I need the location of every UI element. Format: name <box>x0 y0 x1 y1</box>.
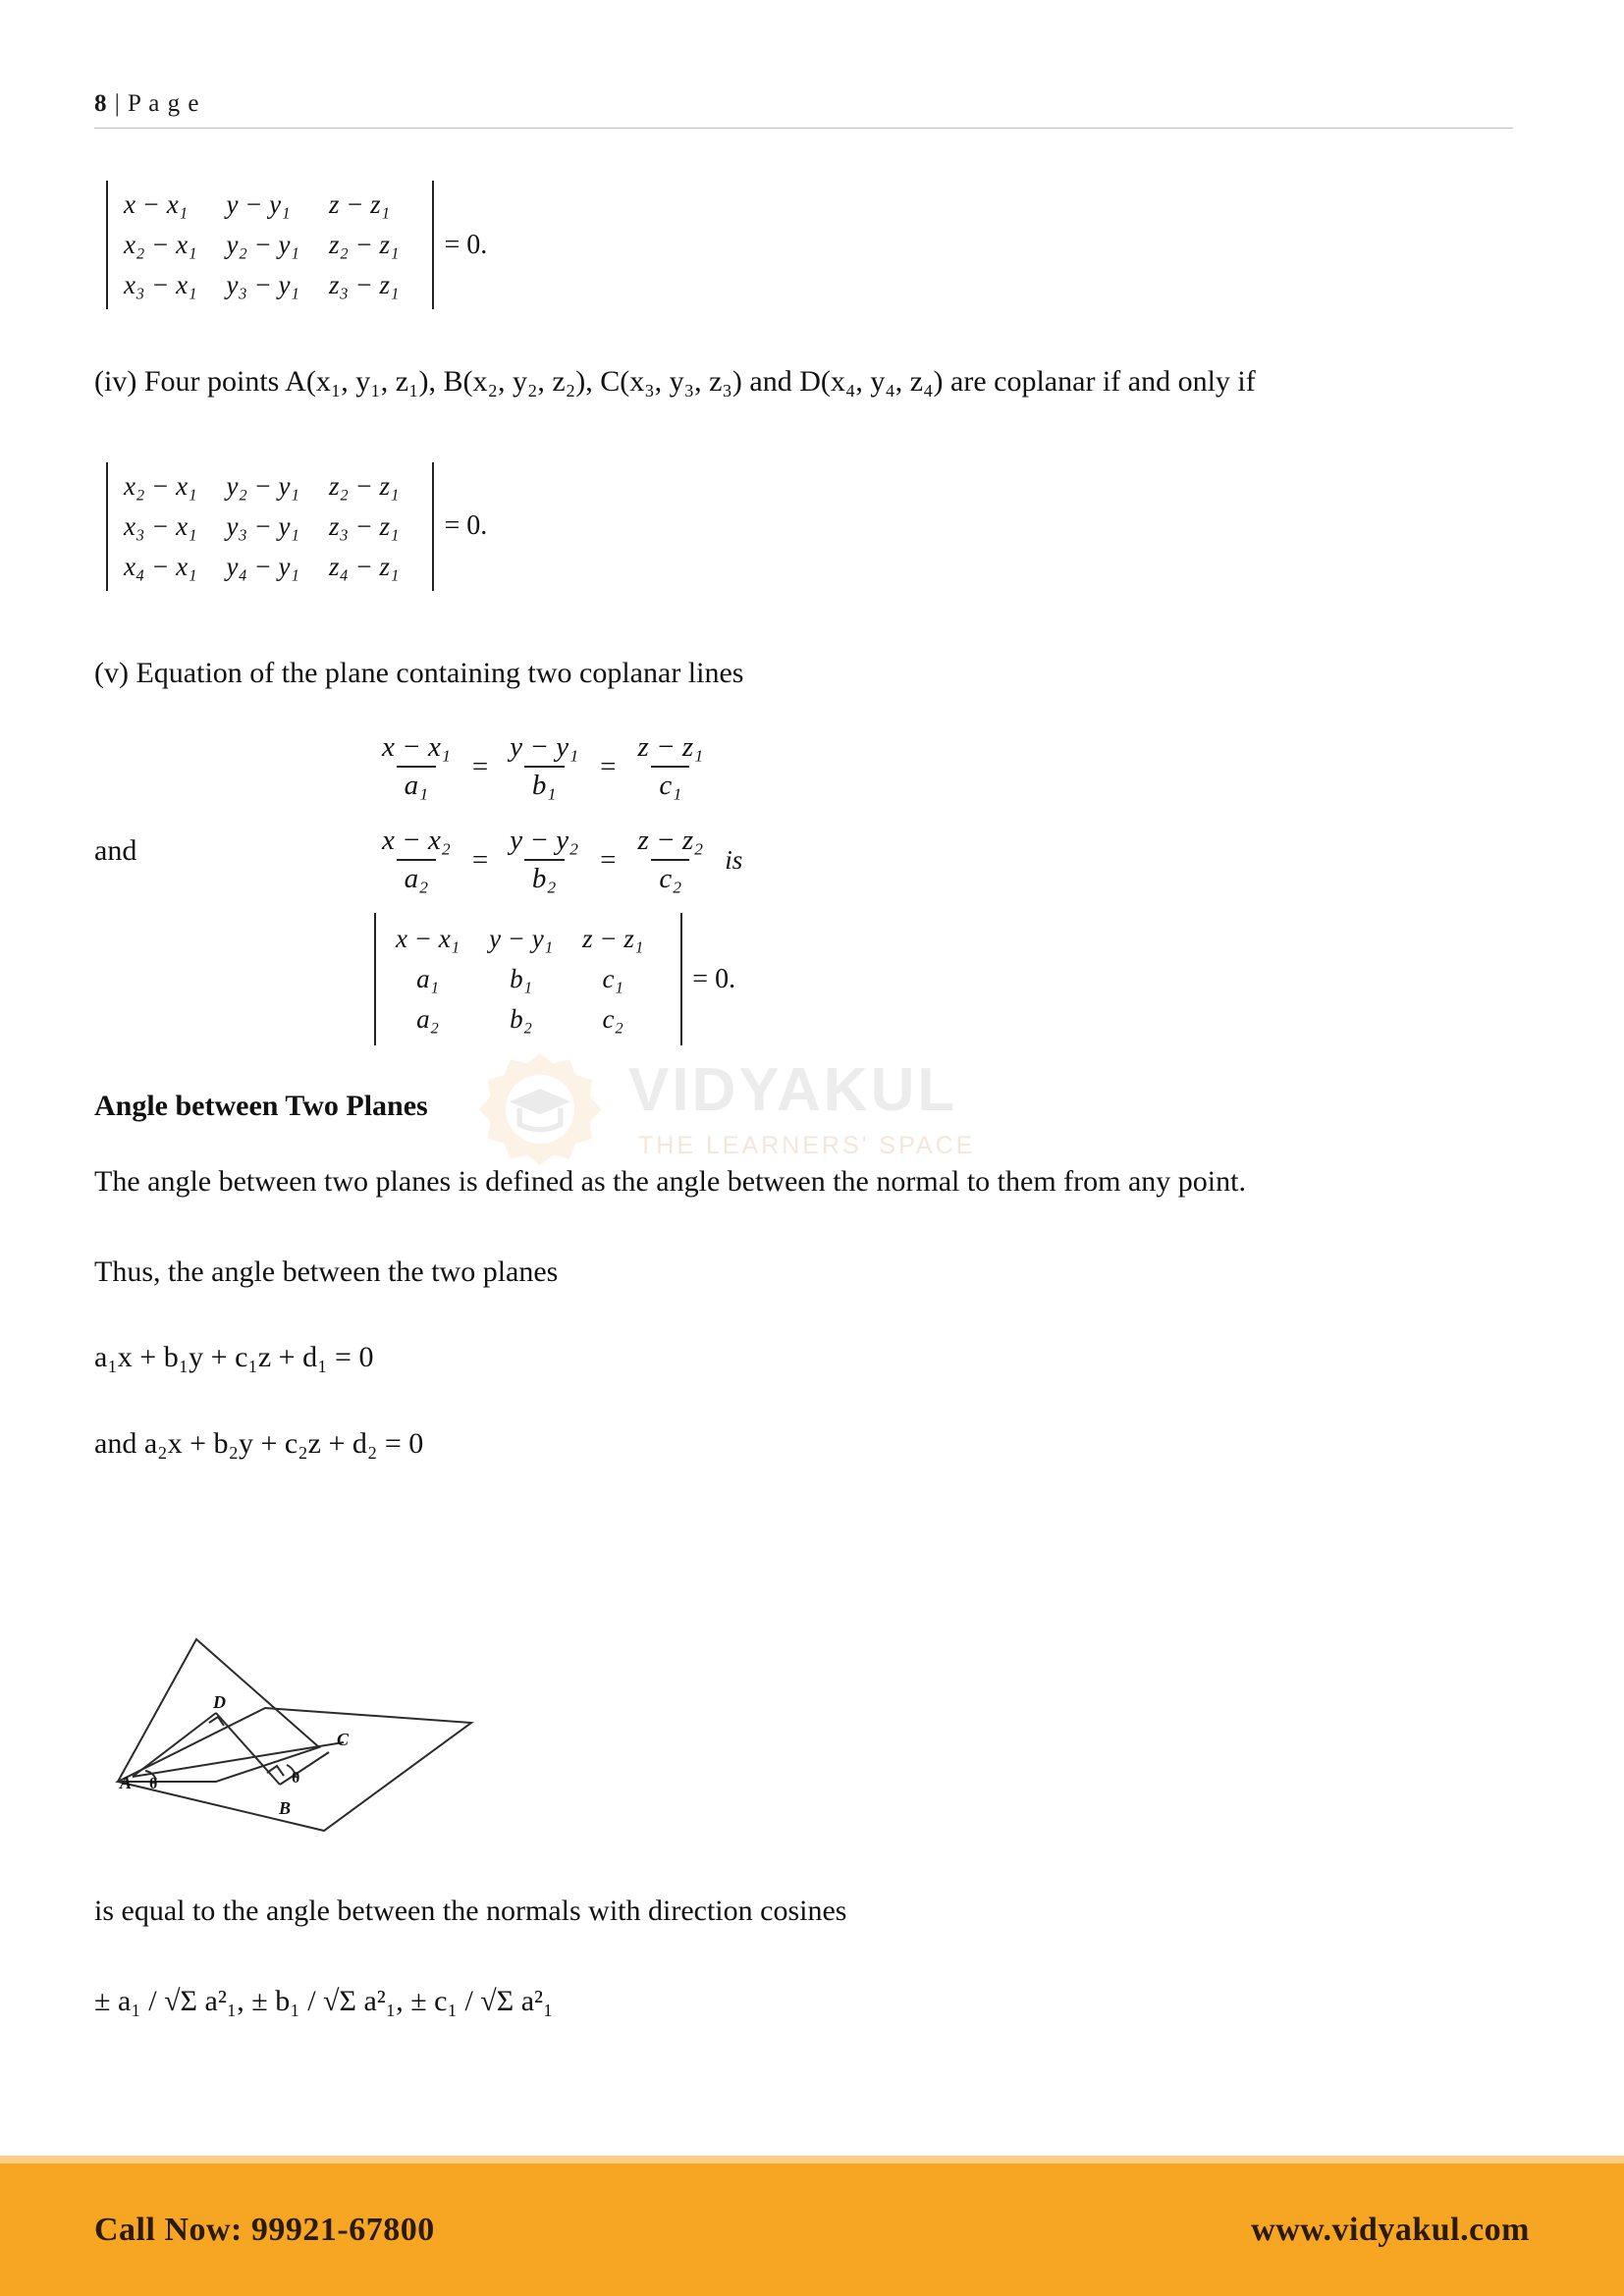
det-cell: b₁ <box>510 964 533 993</box>
frac-numerator: x − x₁ <box>382 731 451 763</box>
frac-numerator: y − y₁ <box>510 731 579 763</box>
det-cell: x₃ − x₁ <box>124 270 197 299</box>
header-page-word: P a g e <box>128 90 200 117</box>
det-cell: z₂ − z₁ <box>328 470 400 501</box>
det-cell: z − z₁ <box>328 189 391 219</box>
footer-top-edge <box>0 2156 1624 2163</box>
determinant-1-matrix <box>106 181 434 309</box>
equals-sign: = <box>600 843 617 876</box>
det-cell: c₁ <box>602 964 623 993</box>
watermark-tagline: THE LEARNERS' SPACE <box>638 1132 976 1159</box>
determinant-3 <box>374 913 735 1045</box>
det-cell: y₃ − y₁ <box>226 270 299 299</box>
det-cell: y₂ − y₁ <box>226 470 299 501</box>
det-cell: y − y₁ <box>226 189 291 219</box>
page-header-text <box>94 90 1528 118</box>
svg-text:C: C <box>337 1730 350 1749</box>
svg-text:θ: θ <box>149 1776 158 1792</box>
det-cell: x₃ − x₁ <box>124 510 197 541</box>
det-cell: z₃ − z₁ <box>328 270 400 299</box>
det-cell: x₂ − x₁ <box>124 470 197 501</box>
equals-sign: = <box>471 843 489 876</box>
page-header <box>94 90 1528 129</box>
determinant-3-matrix <box>374 913 682 1045</box>
det-cell: y − y₁ <box>489 924 554 953</box>
equals-sign: = <box>471 750 489 782</box>
header-separator: | <box>114 90 121 117</box>
svg-text:A: A <box>120 1773 133 1792</box>
paragraph-normals: is equal to the angle between the normals with direction cosines <box>94 1895 847 1927</box>
paragraph-item-v: (v) Equation of the plane containing two coplanar lines <box>94 656 744 689</box>
frac-numerator: z − z₁ <box>637 731 704 763</box>
det-cell: y₃ − y₁ <box>226 510 299 541</box>
paragraph-thus: Thus, the angle between the two planes <box>94 1255 559 1288</box>
line-equation-1 <box>374 731 711 803</box>
line-equation-2 <box>374 825 742 896</box>
page-footer <box>0 2163 1624 2296</box>
footer-website[interactable]: www.vidyakul.com <box>1251 2211 1530 2248</box>
determinant-2 <box>106 462 1538 591</box>
frac-denominator: c₂ <box>651 859 689 895</box>
equals-sign: = <box>600 750 617 782</box>
frac-denominator: c₁ <box>651 766 689 802</box>
det-cell: x₂ − x₁ <box>124 230 197 259</box>
determinant-1-equals: = 0. <box>444 229 488 260</box>
det-cell: c₂ <box>602 1004 623 1034</box>
det-cell: y₂ − y₁ <box>226 230 299 259</box>
footer-call-now: Call Now: 99921-67800 <box>94 2211 435 2248</box>
det-cell: x − x₁ <box>396 924 460 953</box>
determinant-2-matrix <box>106 462 434 591</box>
equation-plane-2: and a₂x + b₂y + c₂z + d₂ = 0 <box>94 1426 424 1460</box>
paragraph-definition: The angle between two planes is defined as the angle between the normal to them from any point. <box>94 1165 1246 1198</box>
frac-denominator: b₂ <box>524 859 565 895</box>
equation-plane-1: a₁x + b₁y + c₁z + d₁ = 0 <box>94 1341 374 1373</box>
section-heading: Angle between Two Planes <box>94 1090 428 1122</box>
det-cell: x − x₁ <box>124 189 189 219</box>
svg-text:D: D <box>213 1692 226 1712</box>
frac-numerator: x − x₂ <box>382 825 451 856</box>
det-cell: z₂ − z₁ <box>328 230 400 259</box>
watermark-brand: VIDYAKUL <box>628 1056 958 1124</box>
document-content <box>94 157 1538 1465</box>
det-cell: z − z₁ <box>582 924 644 953</box>
det-cell: z₄ − z₁ <box>328 551 400 581</box>
paragraph-item-iv: (iv) Four points A(x₁, y₁, z₁), B(x₂, y₂, z₂), C(x₃, y₃, z₃) and D(x₄, y₄, z₄) are coplanar if and only if <box>94 365 1256 398</box>
planes-diagram <box>98 1571 511 1855</box>
coplanar-lines-block <box>94 731 1538 1034</box>
determinant-1 <box>106 181 1538 309</box>
det-cell: z₃ − z₁ <box>328 510 400 541</box>
frac-numerator: y − y₂ <box>510 825 579 856</box>
frac-denominator: b₁ <box>524 766 565 802</box>
header-divider <box>94 128 1513 129</box>
det-cell: y₄ − y₁ <box>226 551 299 581</box>
svg-text:B: B <box>279 1798 292 1818</box>
det-cell: a₂ <box>416 1004 439 1034</box>
determinant-2-equals: = 0. <box>444 510 488 541</box>
and-label: and <box>94 834 137 867</box>
equation-direction-cosines: ± a₁ / √Σ a²₁, ± b₁ / √Σ a²₁, ± c₁ / √Σ a²₁ <box>94 1984 554 2017</box>
frac-denominator: a₂ <box>397 859 437 895</box>
det-cell: a₁ <box>416 964 439 993</box>
det-cell: x₄ − x₁ <box>124 551 197 581</box>
post-figure-text <box>94 1890 1538 2022</box>
line-equation-2-tail: is <box>725 844 743 875</box>
det-cell: b₂ <box>510 1004 533 1034</box>
page-number: 8 <box>94 90 108 117</box>
figure-intersecting-planes <box>98 1571 511 1855</box>
determinant-3-equals: = 0. <box>692 963 736 994</box>
frac-denominator: a₁ <box>397 766 437 802</box>
svg-text:θ: θ <box>292 1770 300 1787</box>
frac-numerator: z − z₂ <box>637 825 704 856</box>
